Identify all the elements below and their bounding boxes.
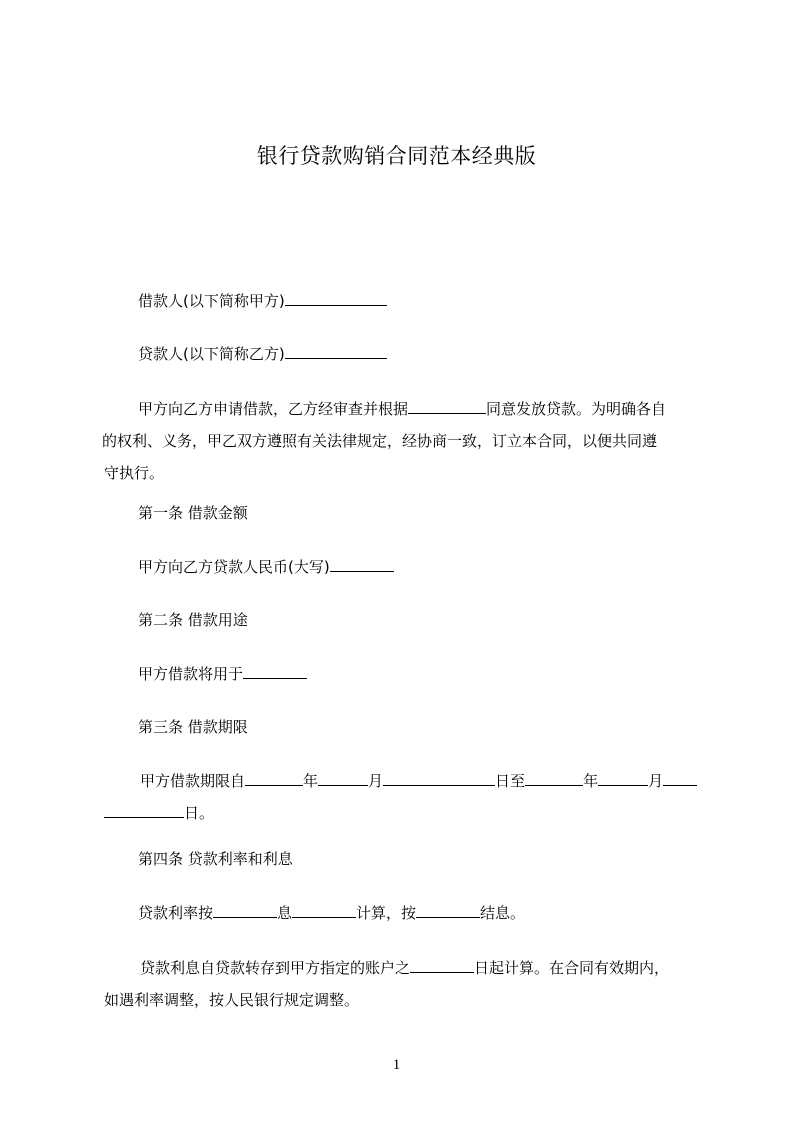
borrower-blank bbox=[285, 291, 387, 306]
rate-xi-label: 息 bbox=[277, 904, 293, 922]
article-4-rate bbox=[104, 897, 704, 929]
article-1-text bbox=[104, 551, 704, 583]
intro-text-2: 同意发放贷款。为明确各自 bbox=[486, 400, 667, 418]
intro-basis-blank bbox=[408, 399, 486, 414]
article-1-heading bbox=[104, 497, 704, 529]
article-2-text bbox=[104, 658, 704, 690]
intro-line-3: 守执行。 bbox=[104, 464, 165, 482]
loan-amount-label: 甲方向乙方贷款人民币(大写) bbox=[138, 558, 330, 576]
loan-term-label: 甲方借款期限自 bbox=[140, 772, 246, 790]
article-3-heading-text: 第三条 借款期限 bbox=[138, 718, 248, 736]
article-4-heading bbox=[104, 843, 704, 875]
rate-calc-label: 计算，按 bbox=[356, 904, 417, 922]
lender-line bbox=[104, 338, 704, 370]
lender-label: 贷款人(以下简称乙方) bbox=[138, 345, 285, 363]
settle-period-blank bbox=[416, 903, 480, 918]
lender-blank bbox=[285, 344, 387, 359]
start-month-blank bbox=[318, 771, 368, 786]
interest-start-blank bbox=[410, 958, 474, 973]
start-day-blank bbox=[383, 771, 495, 786]
month-label-2: 月 bbox=[648, 772, 664, 790]
article-4-heading-text: 第四条 贷款利率和利息 bbox=[138, 850, 293, 868]
end-year-blank bbox=[525, 771, 583, 786]
year-label-2: 年 bbox=[583, 772, 599, 790]
intro-paragraph bbox=[104, 393, 704, 489]
loan-purpose-blank bbox=[243, 664, 307, 679]
day-to-label: 日至 bbox=[495, 772, 526, 790]
loan-amount-blank bbox=[330, 557, 394, 572]
rate-period-blank bbox=[292, 903, 356, 918]
start-year-blank bbox=[245, 771, 303, 786]
interest-line-2: 如遇利率调整，按人民银行规定调整。 bbox=[104, 991, 360, 1009]
article-4-interest bbox=[104, 952, 704, 1016]
article-2-heading bbox=[104, 604, 704, 636]
article-3-heading bbox=[104, 711, 704, 743]
article-3-text bbox=[104, 765, 704, 829]
document-title: 银行贷款购销合同范本经典版 bbox=[256, 144, 537, 168]
rate-label: 贷款利率按 bbox=[138, 904, 214, 922]
article-1-heading-text: 第一条 借款金额 bbox=[138, 504, 248, 522]
interest-start-label: 贷款利息自贷款转存到甲方指定的账户之 bbox=[140, 959, 411, 977]
end-month-blank bbox=[598, 771, 648, 786]
day-end-label: 日。 bbox=[184, 804, 215, 822]
page-number: 1 bbox=[392, 1057, 401, 1073]
borrower-line bbox=[104, 285, 704, 317]
intro-text-1: 甲方向乙方申请借款，乙方经审查并根据 bbox=[138, 400, 409, 418]
end-day-blank-a bbox=[663, 771, 697, 786]
article-2-heading-text: 第二条 借款用途 bbox=[138, 611, 248, 629]
loan-purpose-label: 甲方借款将用于 bbox=[138, 665, 244, 683]
borrower-label: 借款人(以下简称甲方) bbox=[138, 292, 285, 310]
month-label-1: 月 bbox=[368, 772, 384, 790]
interest-text-2: 日起计算。在合同有效期内， bbox=[474, 959, 670, 977]
rate-settle-label: 结息。 bbox=[480, 904, 526, 922]
year-label-1: 年 bbox=[303, 772, 319, 790]
rate-basis-blank bbox=[213, 903, 277, 918]
end-day-blank-b bbox=[104, 803, 184, 818]
intro-line-2: 的权利、义务，甲乙双方遵照有关法律规定，经协商一致，订立本合同，以便共同遵 bbox=[102, 432, 658, 450]
